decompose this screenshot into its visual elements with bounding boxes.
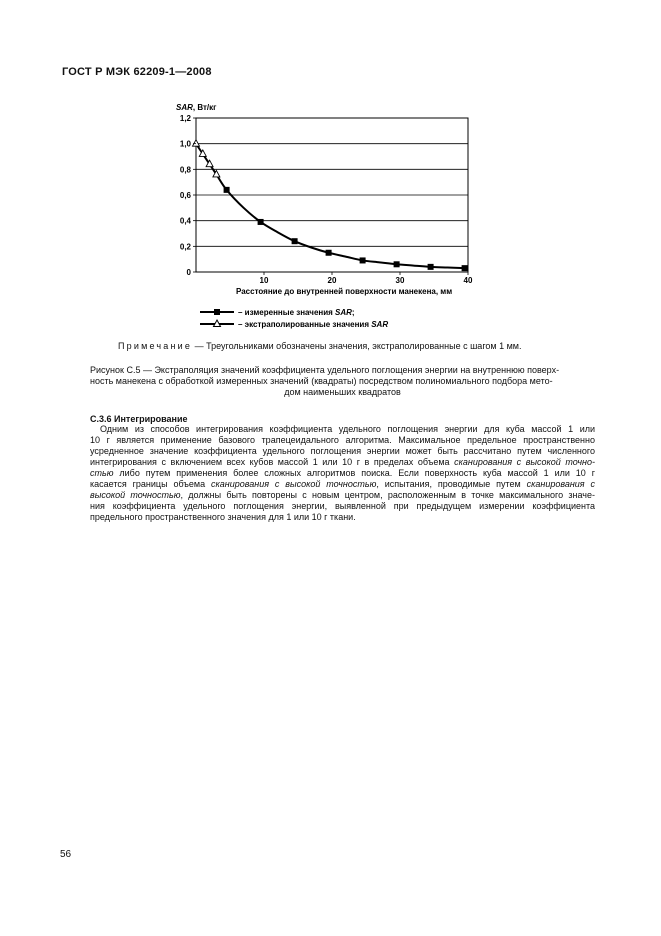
paragraph-line: высокой точностью, должны быть повторены с новым центром, расположенным в точке максимального значе- — [90, 490, 595, 500]
body-paragraph — [90, 424, 595, 523]
x-tick-label: 30 — [395, 276, 405, 285]
caption-line: Рисунок С.5 — Экстраполяция значений коэффициента удельного поглощения энергии на внутреннюю поверх- — [90, 365, 560, 375]
measured-point — [292, 238, 298, 244]
y-axis-label-var: SAR — [176, 103, 193, 112]
paragraph-line: предельного пространственного значения для 1 или 10 г ткани. — [90, 512, 356, 522]
x-tick-label: 10 — [259, 276, 269, 285]
paragraph-line: интегрирования с включением всех кубов массой 1 или 10 г в пределах объема сканирования с высокой точно- — [90, 457, 595, 467]
y-tick-label: 1,2 — [179, 114, 191, 123]
chart-legend — [200, 308, 388, 329]
x-tick-label: 40 — [463, 276, 473, 285]
y-axis-label — [176, 103, 217, 112]
sar-extrapolation-chart — [150, 96, 510, 336]
page-number: 56 — [60, 849, 72, 860]
axis-ticks — [180, 114, 473, 285]
y-tick-label: 0,2 — [179, 242, 191, 252]
paragraph-line: ния коэффициента удельного поглощения энергии, выявленной при предыдущем измерении коэффициента — [90, 501, 595, 511]
y-tick-label: 1,0 — [179, 139, 191, 149]
legend-extrapolated-label: – экстраполированные значения SAR — [238, 320, 389, 329]
legend-square-marker-icon — [214, 309, 220, 315]
measured-point — [224, 187, 230, 193]
extrapolated-point — [193, 140, 200, 147]
x-axis-label: Расстояние до внутренней поверхности манекена, мм — [236, 287, 453, 296]
y-tick-label: 0,6 — [179, 191, 191, 200]
measured-point — [258, 219, 264, 225]
figure-note — [118, 341, 521, 351]
note-label: Примечание — [118, 341, 193, 351]
document-header: ГОСТ Р МЭК 62209-1—2008 — [62, 66, 212, 78]
measured-point — [428, 264, 434, 270]
paragraph-line: усредненное значение коэффициента удельного поглощения энергии может быть рассчитано путем численного — [90, 446, 595, 456]
caption-line: ность манекена с обработкой измеренных значений (квадраты) посредством полиномиального подбора мето- — [90, 376, 553, 386]
caption-line: дом наименьших квадратов — [284, 387, 401, 397]
y-tick-label: 0,4 — [179, 216, 191, 226]
measured-point — [394, 261, 400, 267]
measured-point — [360, 257, 366, 263]
note-text: — Треугольниками обозначены значения, экстраполированные с шагом 1 мм. — [192, 341, 522, 351]
y-tick-label: 0 — [186, 268, 191, 277]
legend-measured-label: – измеренные значения SAR; — [238, 308, 355, 317]
y-tick-label: 0,8 — [179, 165, 191, 175]
paragraph-line: 10 г является применение базового трапецеидального алгоритма. Максимальное предельное пространственно — [90, 435, 595, 445]
fit-curve — [196, 144, 465, 268]
paragraph-line: касается границы объема сканирования с высокой точностью, испытания, проводимые путем сканирования с — [90, 479, 595, 489]
measured-point — [326, 250, 332, 256]
measured-point — [462, 265, 468, 271]
paragraph-line: Одним из способов интегрирования коэффициента удельного поглощения энергии для куба массой 1 или — [100, 424, 595, 434]
paragraph-line: стью либо путем применения более сложных алгоритмов поиска. Если поверхность куба массой 1 или 10 г — [90, 468, 595, 478]
figure-caption — [90, 365, 595, 398]
data-points — [193, 140, 468, 271]
section-heading: С.3.6 Интегрирование — [90, 414, 188, 424]
chart-grid — [196, 144, 468, 247]
x-tick-label: 20 — [327, 276, 337, 285]
y-axis-label-unit: , Вт/кг — [192, 103, 217, 112]
